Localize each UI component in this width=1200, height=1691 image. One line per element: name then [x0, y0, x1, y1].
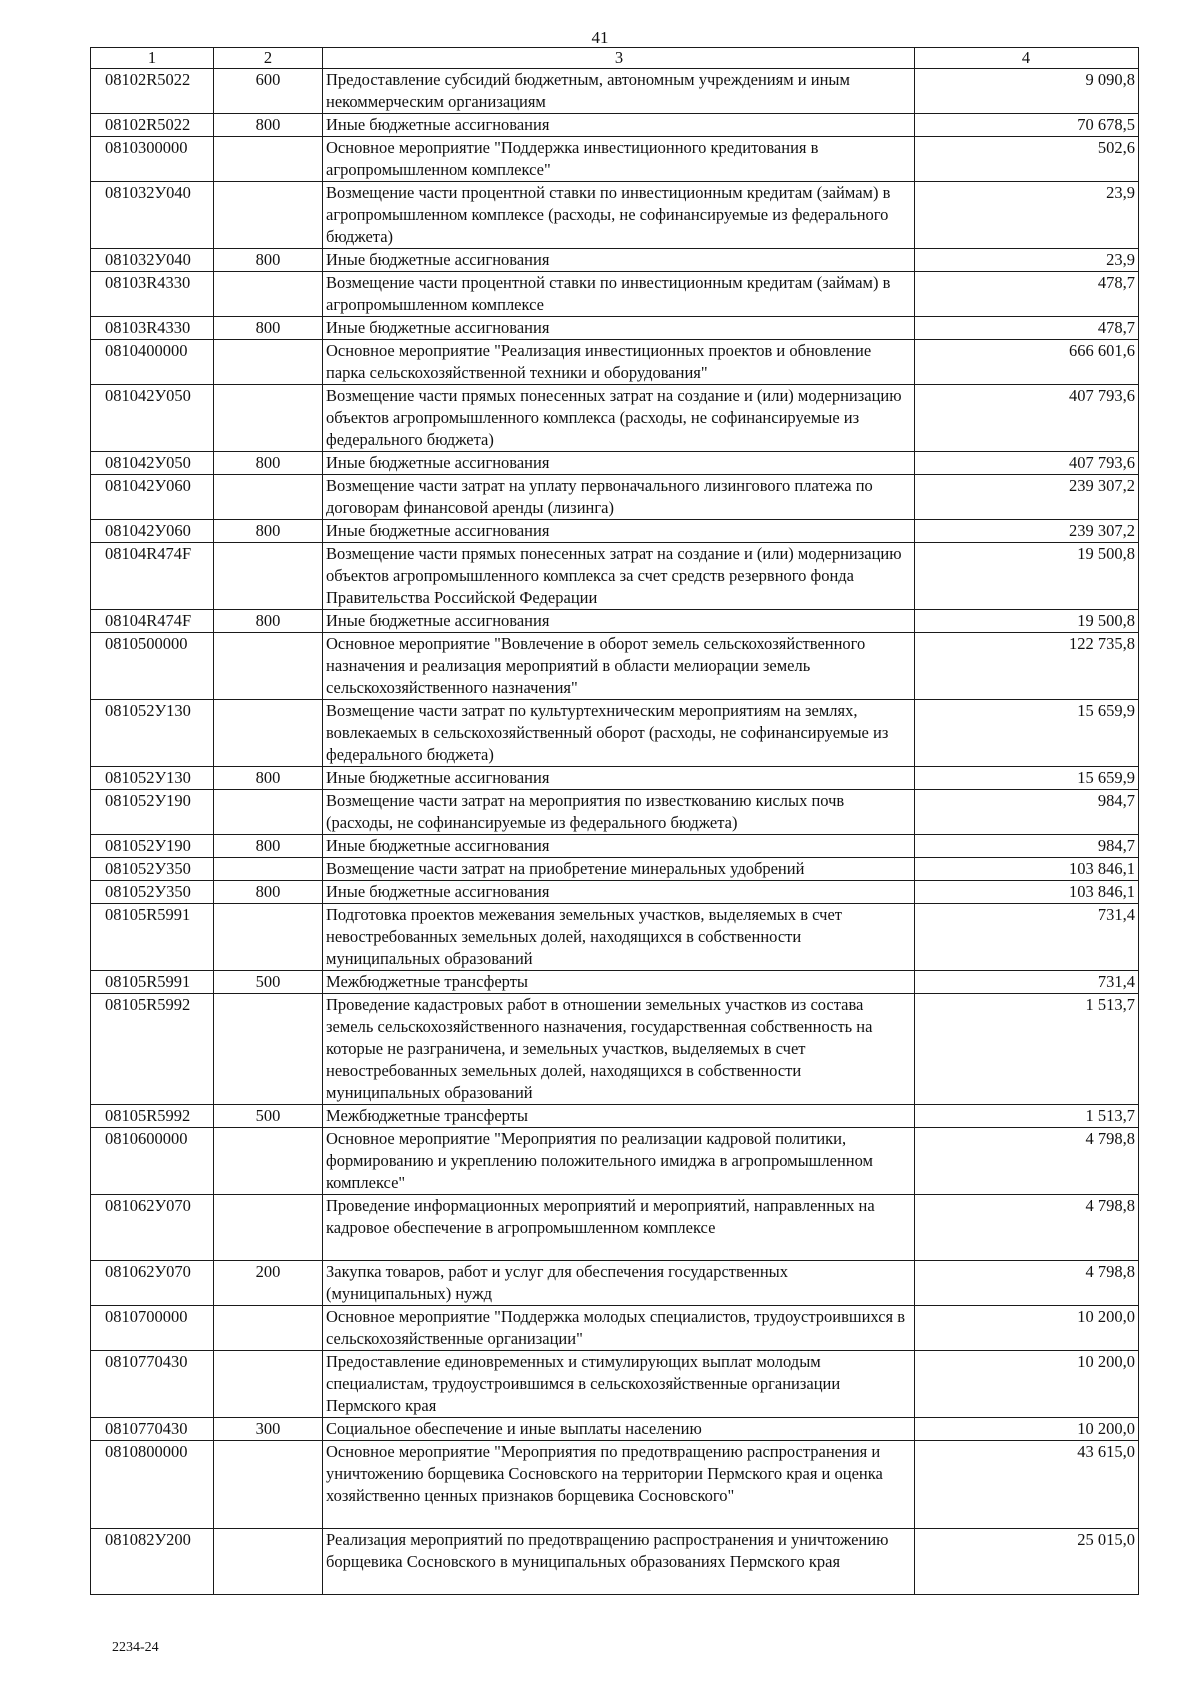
row-type-cell [214, 633, 323, 700]
row-sum-cell: 23,9 [915, 249, 1139, 272]
row-code-cell: 081052У350 [91, 881, 214, 904]
row-sum-cell: 43 615,0 [915, 1441, 1139, 1529]
row-code-cell: 081052У130 [91, 700, 214, 767]
row-type-cell: 800 [214, 520, 323, 543]
row-code-cell: 081032У040 [91, 249, 214, 272]
row-type-cell: 600 [214, 69, 323, 114]
row-name-cell: Иные бюджетные ассигнования [323, 835, 915, 858]
row-type-cell [214, 700, 323, 767]
row-type-cell [214, 137, 323, 182]
row-sum-cell: 731,4 [915, 904, 1139, 971]
row-name-cell: Предоставление единовременных и стимулирующих выплат молодым специалистам, трудоустроившимся в сельскохозяйственные организации Пермского края [323, 1351, 915, 1418]
row-name-cell: Проведение информационных мероприятий и мероприятий, направленных на кадровое обеспечение в агропромышленном комплексе [323, 1195, 915, 1261]
row-code-cell: 08105R5991 [91, 904, 214, 971]
row-name-cell: Иные бюджетные ассигнования [323, 520, 915, 543]
row-code-cell: 08104R474F [91, 543, 214, 610]
header-row [91, 48, 1139, 69]
row-code-cell: 08102R5022 [91, 114, 214, 137]
row-sum-cell: 4 798,8 [915, 1195, 1139, 1261]
row-code-cell: 081052У190 [91, 790, 214, 835]
table-row [91, 610, 1139, 633]
row-code-cell: 08105R5992 [91, 994, 214, 1105]
footer-code: 2234-24 [112, 1640, 159, 1655]
row-code-cell: 08105R5991 [91, 971, 214, 994]
table-row [91, 520, 1139, 543]
row-type-cell [214, 1195, 323, 1261]
row-sum-cell: 103 846,1 [915, 858, 1139, 881]
row-sum-cell: 25 015,0 [915, 1529, 1139, 1595]
table-body [91, 69, 1139, 1595]
row-type-cell: 300 [214, 1418, 323, 1441]
row-name-cell: Возмещение части процентной ставки по инвестиционным кредитам (займам) в агропромышленном комплексе [323, 272, 915, 317]
table-row [91, 317, 1139, 340]
table-row [91, 633, 1139, 700]
row-name-cell: Возмещение части затрат на приобретение минеральных удобрений [323, 858, 915, 881]
row-type-cell: 500 [214, 1105, 323, 1128]
row-sum-cell: 122 735,8 [915, 633, 1139, 700]
row-type-cell [214, 1351, 323, 1418]
row-code-cell: 0810300000 [91, 137, 214, 182]
row-code-cell: 0810770430 [91, 1418, 214, 1441]
header-col-4: 4 [915, 48, 1139, 69]
table-row [91, 835, 1139, 858]
row-sum-cell: 478,7 [915, 272, 1139, 317]
row-sum-cell: 103 846,1 [915, 881, 1139, 904]
row-name-cell: Возмещение части затрат на уплату первоначального лизингового платежа по договорам финансовой аренды (лизинга) [323, 475, 915, 520]
row-sum-cell: 19 500,8 [915, 610, 1139, 633]
row-code-cell: 081032У040 [91, 182, 214, 249]
row-code-cell: 081052У130 [91, 767, 214, 790]
row-type-cell [214, 1529, 323, 1595]
row-sum-cell: 10 200,0 [915, 1418, 1139, 1441]
table-row [91, 1441, 1139, 1529]
row-code-cell: 081062У070 [91, 1261, 214, 1306]
row-name-cell: Иные бюджетные ассигнования [323, 114, 915, 137]
row-type-cell [214, 475, 323, 520]
row-code-cell: 081042У050 [91, 452, 214, 475]
row-code-cell: 081042У060 [91, 520, 214, 543]
table-row [91, 1195, 1139, 1261]
row-sum-cell: 19 500,8 [915, 543, 1139, 610]
row-code-cell: 0810400000 [91, 340, 214, 385]
table-row [91, 1105, 1139, 1128]
row-name-cell: Основное мероприятие "Поддержка молодых специалистов, трудоустроившихся в сельскохозяйственные организации" [323, 1306, 915, 1351]
row-sum-cell: 23,9 [915, 182, 1139, 249]
row-code-cell: 081052У350 [91, 858, 214, 881]
row-type-cell [214, 904, 323, 971]
row-name-cell: Возмещение части затрат на мероприятия по известкованию кислых почв (расходы, не софинансируемые из федерального бюджета) [323, 790, 915, 835]
row-name-cell: Основное мероприятие "Вовлечение в оборот земель сельскохозяйственного назначения и реализация мероприятий в области мелиорации земель сельскохозяйственного назначения" [323, 633, 915, 700]
row-name-cell: Проведение кадастровых работ в отношении земельных участков из состава земель сельскохозяйственного назначения, государственная собственность на которые не разграничена, и земельных участков, выделяемых в счет невостребованных земельных долей, находящихся в собственности муниципальных образований [323, 994, 915, 1105]
row-code-cell: 0810700000 [91, 1306, 214, 1351]
table-row [91, 858, 1139, 881]
table-row [91, 1306, 1139, 1351]
row-code-cell: 081042У050 [91, 385, 214, 452]
row-sum-cell: 731,4 [915, 971, 1139, 994]
row-name-cell: Возмещение части затрат по культуртехническим мероприятиям на землях, вовлекаемых в сельскохозяйственный оборот (расходы, не софинансируемые из федерального бюджета) [323, 700, 915, 767]
row-type-cell [214, 340, 323, 385]
row-code-cell: 08103R4330 [91, 317, 214, 340]
row-sum-cell: 478,7 [915, 317, 1139, 340]
row-name-cell: Основное мероприятие "Мероприятия по предотвращению распространения и уничтожению борщевика Сосновского на территории Пермского края и оценка хозяйственно ценных признаков борщевика Сосновского" [323, 1441, 915, 1529]
row-type-cell: 800 [214, 114, 323, 137]
page-number: 41 [591, 28, 609, 47]
row-name-cell: Иные бюджетные ассигнования [323, 249, 915, 272]
row-type-cell: 800 [214, 835, 323, 858]
row-name-cell: Возмещение части прямых понесенных затрат на создание и (или) модернизацию объектов агропромышленного комплекса за счет средств резервного фонда Правительства Российской Федерации [323, 543, 915, 610]
row-sum-cell: 70 678,5 [915, 114, 1139, 137]
table-row [91, 790, 1139, 835]
row-code-cell: 0810800000 [91, 1441, 214, 1529]
table-row [91, 452, 1139, 475]
row-type-cell [214, 272, 323, 317]
row-sum-cell: 407 793,6 [915, 385, 1139, 452]
header-col-1: 1 [91, 48, 214, 69]
row-type-cell: 800 [214, 610, 323, 633]
table-row [91, 475, 1139, 520]
row-code-cell: 081042У060 [91, 475, 214, 520]
table-row [91, 700, 1139, 767]
table-row [91, 182, 1139, 249]
row-code-cell: 08104R474F [91, 610, 214, 633]
row-name-cell: Подготовка проектов межевания земельных участков, выделяемых в счет невостребованных земельных долей, находящихся в собственности муниципальных образований [323, 904, 915, 971]
row-code-cell: 08105R5992 [91, 1105, 214, 1128]
row-code-cell: 08102R5022 [91, 69, 214, 114]
row-sum-cell: 502,6 [915, 137, 1139, 182]
header-col-3: 3 [323, 48, 915, 69]
row-type-cell [214, 182, 323, 249]
row-name-cell: Иные бюджетные ассигнования [323, 317, 915, 340]
row-type-cell: 200 [214, 1261, 323, 1306]
table-row [91, 137, 1139, 182]
row-name-cell: Социальное обеспечение и иные выплаты населению [323, 1418, 915, 1441]
row-name-cell: Иные бюджетные ассигнования [323, 881, 915, 904]
table-row [91, 1351, 1139, 1418]
row-name-cell: Закупка товаров, работ и услуг для обеспечения государственных (муниципальных) нужд [323, 1261, 915, 1306]
row-name-cell: Иные бюджетные ассигнования [323, 610, 915, 633]
row-sum-cell: 407 793,6 [915, 452, 1139, 475]
table-row [91, 881, 1139, 904]
row-type-cell [214, 1441, 323, 1529]
row-sum-cell: 15 659,9 [915, 767, 1139, 790]
table-row [91, 1261, 1139, 1306]
row-name-cell: Основное мероприятие "Мероприятия по реализации кадровой политики, формированию и укреплению положительного имиджа в агропромышленном комплексе" [323, 1128, 915, 1195]
row-type-cell: 800 [214, 881, 323, 904]
row-code-cell: 0810500000 [91, 633, 214, 700]
row-sum-cell: 1 513,7 [915, 1105, 1139, 1128]
row-type-cell [214, 994, 323, 1105]
row-code-cell: 081052У190 [91, 835, 214, 858]
row-name-cell: Реализация мероприятий по предотвращению распространения и уничтожению борщевика Сосновского в муниципальных образованиях Пермского края [323, 1529, 915, 1595]
table-row [91, 340, 1139, 385]
row-type-cell [214, 790, 323, 835]
table-row [91, 272, 1139, 317]
row-sum-cell: 984,7 [915, 790, 1139, 835]
header-col-2: 2 [214, 48, 323, 69]
row-type-cell [214, 385, 323, 452]
row-name-cell: Иные бюджетные ассигнования [323, 452, 915, 475]
row-sum-cell: 666 601,6 [915, 340, 1139, 385]
row-sum-cell: 10 200,0 [915, 1306, 1139, 1351]
row-name-cell: Основное мероприятие "Поддержка инвестиционного кредитования в агропромышленном комплексе" [323, 137, 915, 182]
table-row [91, 1128, 1139, 1195]
row-sum-cell: 239 307,2 [915, 475, 1139, 520]
row-sum-cell: 9 090,8 [915, 69, 1139, 114]
row-type-cell [214, 1128, 323, 1195]
table-row [91, 385, 1139, 452]
row-code-cell: 081062У070 [91, 1195, 214, 1261]
table-row [91, 971, 1139, 994]
row-name-cell: Возмещение части процентной ставки по инвестиционным кредитам (займам) в агропромышленном комплексе (расходы, не софинансируемые из федерального бюджета) [323, 182, 915, 249]
table-header [91, 48, 1139, 69]
row-code-cell: 0810600000 [91, 1128, 214, 1195]
table-row [91, 114, 1139, 137]
row-name-cell: Предоставление субсидий бюджетным, автономным учреждениям и иным некоммерческим организациям [323, 69, 915, 114]
row-sum-cell: 984,7 [915, 835, 1139, 858]
row-sum-cell: 15 659,9 [915, 700, 1139, 767]
row-code-cell: 081082У200 [91, 1529, 214, 1595]
table-row [91, 904, 1139, 971]
row-name-cell: Основное мероприятие "Реализация инвестиционных проектов и обновление парка сельскохозяйственной техники и оборудования" [323, 340, 915, 385]
row-sum-cell: 239 307,2 [915, 520, 1139, 543]
table-row [91, 249, 1139, 272]
table-row [91, 543, 1139, 610]
row-name-cell: Иные бюджетные ассигнования [323, 767, 915, 790]
table-row [91, 994, 1139, 1105]
row-sum-cell: 10 200,0 [915, 1351, 1139, 1418]
row-name-cell: Межбюджетные трансферты [323, 971, 915, 994]
row-code-cell: 08103R4330 [91, 272, 214, 317]
row-type-cell [214, 543, 323, 610]
row-sum-cell: 4 798,8 [915, 1261, 1139, 1306]
row-type-cell: 800 [214, 249, 323, 272]
table-row [91, 69, 1139, 114]
row-type-cell [214, 858, 323, 881]
table-row [91, 767, 1139, 790]
budget-table [90, 47, 1139, 1595]
row-name-cell: Возмещение части прямых понесенных затрат на создание и (или) модернизацию объектов агропромышленного комплекса (расходы, не софинансируемые из федерального бюджета) [323, 385, 915, 452]
row-name-cell: Межбюджетные трансферты [323, 1105, 915, 1128]
row-type-cell: 500 [214, 971, 323, 994]
row-sum-cell: 1 513,7 [915, 994, 1139, 1105]
row-type-cell [214, 1306, 323, 1351]
row-type-cell: 800 [214, 317, 323, 340]
row-code-cell: 0810770430 [91, 1351, 214, 1418]
table-row [91, 1418, 1139, 1441]
row-type-cell: 800 [214, 452, 323, 475]
row-sum-cell: 4 798,8 [915, 1128, 1139, 1195]
row-type-cell: 800 [214, 767, 323, 790]
table-row [91, 1529, 1139, 1595]
